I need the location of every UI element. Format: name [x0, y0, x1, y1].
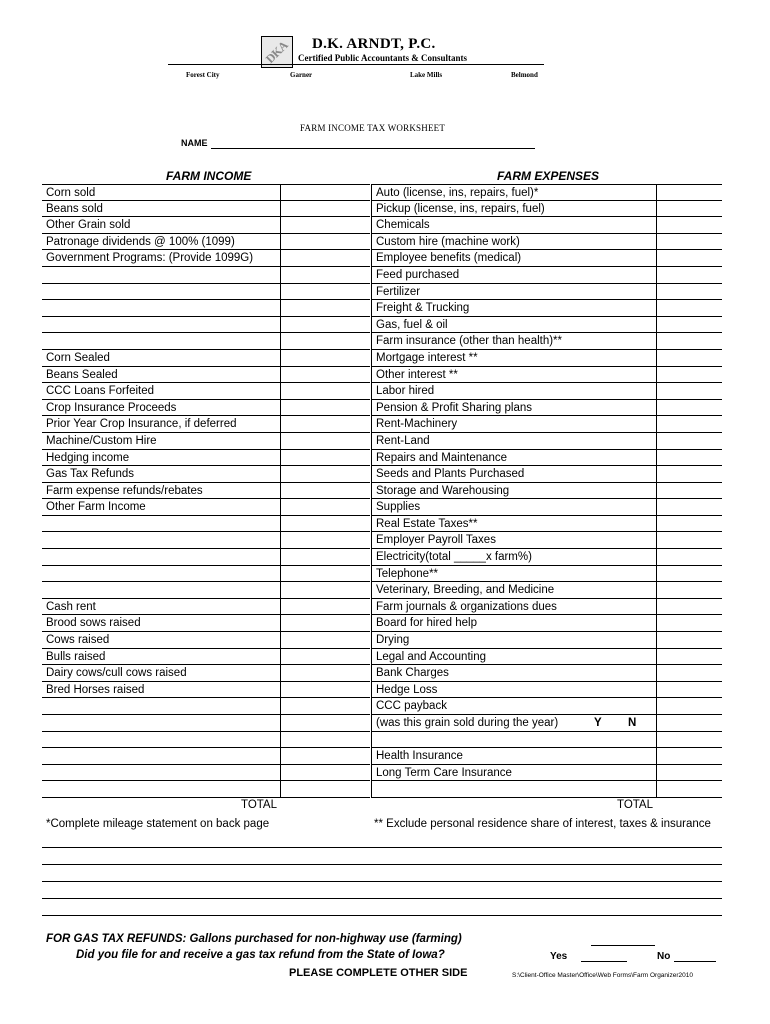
expense-row	[371, 201, 722, 218]
expense-row	[371, 499, 722, 516]
amount-cell[interactable]	[656, 383, 724, 400]
amount-cell[interactable]	[280, 566, 371, 583]
income-row	[42, 682, 370, 699]
row-label: Drying	[376, 634, 410, 647]
income-row	[42, 566, 370, 583]
total-row	[42, 781, 370, 798]
row-label: Employee benefits (medical)	[376, 252, 522, 265]
amount-cell[interactable]	[280, 765, 371, 782]
amount-cell[interactable]	[656, 367, 724, 384]
row-label: Dairy cows/cull cows raised	[46, 667, 187, 680]
amount-cell[interactable]	[656, 532, 724, 549]
expense-row	[371, 333, 722, 350]
amount-cell[interactable]	[656, 615, 724, 632]
amount-cell[interactable]	[656, 649, 724, 666]
row-label: Rent-Machinery	[376, 418, 458, 431]
row-label: Bred Horses raised	[46, 683, 145, 696]
amount-cell[interactable]	[280, 698, 371, 715]
row-label: Board for hired help	[376, 617, 478, 630]
row-label: Other Farm Income	[46, 501, 146, 514]
amount-cell[interactable]	[280, 250, 371, 267]
amount-cell[interactable]	[280, 201, 371, 218]
expense-row	[371, 698, 722, 715]
expense-row	[371, 367, 722, 384]
row-label: Beans sold	[46, 202, 103, 215]
amount-cell[interactable]	[280, 599, 371, 616]
note-line[interactable]	[42, 848, 722, 865]
row-label: Mortgage interest **	[376, 351, 478, 364]
amount-cell[interactable]	[656, 350, 724, 367]
row-label: Patronage dividends @ 100% (1099)	[46, 235, 235, 248]
income-row	[42, 615, 370, 632]
row-label: Pension & Profit Sharing plans	[376, 401, 532, 414]
row-label: Electricity(total _____x farm%)	[376, 551, 532, 564]
amount-cell[interactable]	[656, 698, 724, 715]
amount-cell[interactable]	[280, 416, 371, 433]
form-title: FARM INCOME TAX WORKSHEET	[300, 123, 446, 133]
row-label: CCC Loans Forfeited	[46, 385, 155, 398]
location-forest-city: Forest City	[186, 71, 220, 79]
amount-cell[interactable]	[656, 267, 724, 284]
row-label: Pickup (license, ins, repairs, fuel)	[376, 202, 545, 215]
row-label: Labor hired	[376, 385, 435, 398]
expense-row	[371, 632, 722, 649]
farm-income-heading: FARM INCOME	[166, 169, 252, 183]
name-label: NAME	[181, 138, 208, 148]
income-row	[42, 333, 370, 350]
row-label: Prior Year Crop Insurance, if deferred	[46, 418, 237, 431]
note-line[interactable]	[42, 831, 722, 848]
expense-row	[371, 765, 722, 782]
gas-refund-no-field[interactable]	[674, 961, 716, 962]
income-row	[42, 499, 370, 516]
row-label: Rent-Land	[376, 434, 430, 447]
row-label: Corn sold	[46, 187, 96, 199]
income-row	[42, 532, 370, 549]
row-label: Auto (license, ins, repairs, fuel)*	[376, 187, 539, 199]
income-row	[42, 732, 370, 749]
amount-cell[interactable]	[656, 333, 724, 350]
expense-row	[371, 732, 722, 749]
row-label: Seeds and Plants Purchased	[376, 468, 525, 481]
row-label: Legal and Accounting	[376, 650, 486, 663]
expense-row	[371, 516, 722, 533]
amount-cell[interactable]	[656, 234, 724, 251]
amount-cell[interactable]	[280, 549, 371, 566]
expense-row	[371, 748, 722, 765]
amount-cell[interactable]	[280, 582, 371, 599]
gas-tax-question-2: Did you file for and receive a gas tax refund from the State of Iowa?	[76, 949, 445, 961]
income-row	[42, 350, 370, 367]
row-label: Chemicals	[376, 219, 430, 232]
amount-cell[interactable]	[280, 317, 371, 334]
income-row	[42, 665, 370, 682]
row-label: Employer Payroll Taxes	[376, 534, 496, 547]
amount-cell[interactable]	[656, 250, 724, 267]
total-amount-cell[interactable]	[280, 781, 371, 798]
row-label: Other Grain sold	[46, 219, 131, 232]
expense-row	[371, 383, 722, 400]
expense-row	[371, 615, 722, 632]
amount-cell[interactable]	[656, 300, 724, 317]
expense-total-label: TOTAL	[617, 799, 653, 811]
amount-cell[interactable]	[656, 284, 724, 301]
amount-cell[interactable]	[656, 450, 724, 467]
row-label: Supplies	[376, 501, 421, 514]
income-row	[42, 217, 370, 234]
row-label: Real Estate Taxes**	[376, 517, 478, 530]
amount-cell[interactable]	[656, 433, 724, 450]
income-row	[42, 698, 370, 715]
income-row	[42, 284, 370, 301]
amount-cell[interactable]	[656, 765, 724, 782]
expense-row	[371, 466, 722, 483]
expense-row	[371, 549, 722, 566]
expense-row	[371, 715, 722, 732]
income-row	[42, 516, 370, 533]
amount-cell[interactable]	[280, 350, 371, 367]
expense-row	[371, 599, 722, 616]
row-label: Gas, fuel & oil	[376, 318, 448, 331]
expense-row	[371, 317, 722, 334]
income-row	[42, 582, 370, 599]
gas-refund-yes-field[interactable]	[581, 961, 627, 962]
income-row	[42, 267, 370, 284]
amount-cell[interactable]	[656, 483, 724, 500]
amount-cell[interactable]	[656, 582, 724, 599]
amount-cell[interactable]	[656, 748, 724, 765]
amount-cell[interactable]	[280, 333, 371, 350]
expense-row	[371, 416, 722, 433]
name-field[interactable]	[211, 148, 535, 149]
amount-cell[interactable]	[656, 549, 724, 566]
note-line[interactable]	[42, 899, 722, 916]
amount-cell[interactable]	[280, 234, 371, 251]
complete-other-side-note: PLEASE COMPLETE OTHER SIDE	[289, 967, 468, 979]
row-label: CCC payback	[376, 700, 447, 713]
row-label: Beans Sealed	[46, 368, 118, 381]
row-label: Government Programs: (Provide 1099G)	[46, 252, 254, 265]
amount-cell[interactable]	[280, 615, 371, 632]
expense-row	[371, 682, 722, 699]
expense-row	[371, 582, 722, 599]
income-row	[42, 416, 370, 433]
amount-cell[interactable]	[280, 483, 371, 500]
expense-footnote: ** Exclude personal residence share of interest, taxes & insurance	[374, 818, 711, 830]
ccc-yes-option[interactable]: Y	[594, 717, 602, 729]
row-label: Gas Tax Refunds	[46, 468, 135, 481]
amount-cell[interactable]	[280, 300, 371, 317]
row-label: Corn Sealed	[46, 351, 110, 364]
firm-name: D.K. ARNDT, P.C.	[312, 36, 436, 52]
amount-cell[interactable]	[656, 466, 724, 483]
header-divider	[168, 64, 544, 65]
expense-row	[371, 217, 722, 234]
amount-cell[interactable]	[656, 715, 724, 732]
expense-row	[371, 267, 722, 284]
income-row	[42, 765, 370, 782]
income-footnote: *Complete mileage statement on back page	[46, 818, 270, 830]
total-amount-cell[interactable]	[656, 781, 724, 798]
income-row	[42, 201, 370, 218]
row-label: Farm journals & organizations dues	[376, 600, 557, 613]
amount-cell[interactable]	[656, 317, 724, 334]
expense-row	[371, 665, 722, 682]
income-row	[42, 549, 370, 566]
income-row	[42, 748, 370, 765]
row-label: Custom hire (machine work)	[376, 235, 520, 248]
income-row	[42, 433, 370, 450]
expense-row	[371, 400, 722, 417]
income-row	[42, 483, 370, 500]
farm-expenses-heading: FARM EXPENSES	[497, 169, 600, 183]
income-row	[42, 715, 370, 732]
expense-row	[371, 300, 722, 317]
amount-cell[interactable]	[656, 516, 724, 533]
note-line[interactable]	[42, 882, 722, 899]
amount-cell[interactable]	[280, 715, 371, 732]
total-row	[371, 781, 722, 798]
location-belmond: Belmond	[511, 71, 538, 79]
amount-cell[interactable]	[280, 632, 371, 649]
amount-cell[interactable]	[280, 217, 371, 234]
income-row	[42, 599, 370, 616]
income-row	[42, 383, 370, 400]
amount-cell[interactable]	[280, 185, 371, 201]
location-lake-mills: Lake Mills	[410, 71, 443, 79]
row-label: (was this grain sold during the year)	[376, 717, 559, 729]
firm-subtitle: Certified Public Accountants & Consultants	[298, 53, 468, 63]
row-label: Machine/Custom Hire	[46, 434, 157, 447]
income-row	[42, 632, 370, 649]
amount-cell[interactable]	[280, 499, 371, 516]
amount-cell[interactable]	[280, 748, 371, 765]
row-label: Other interest **	[376, 368, 458, 381]
amount-cell[interactable]	[280, 267, 371, 284]
amount-cell[interactable]	[656, 201, 724, 218]
income-row	[42, 400, 370, 417]
logo-text: DKA	[262, 38, 291, 67]
income-row	[42, 367, 370, 384]
row-label: Fertilizer	[376, 285, 421, 298]
row-label: Freight & Trucking	[376, 302, 470, 315]
amount-cell[interactable]	[280, 732, 371, 749]
gas-refund-no-label: No	[657, 951, 671, 962]
amount-cell[interactable]	[280, 665, 371, 682]
amount-cell[interactable]	[280, 649, 371, 666]
expense-row	[371, 566, 722, 583]
amount-cell[interactable]	[280, 383, 371, 400]
row-label: Farm expense refunds/rebates	[46, 484, 203, 497]
amount-cell[interactable]	[656, 566, 724, 583]
amount-cell[interactable]	[656, 632, 724, 649]
expense-row	[371, 649, 722, 666]
amount-cell[interactable]	[656, 599, 724, 616]
income-row	[42, 234, 370, 251]
income-row	[42, 450, 370, 467]
amount-cell[interactable]	[656, 682, 724, 699]
row-label: Long Term Care Insurance	[376, 766, 512, 779]
amount-cell[interactable]	[280, 466, 371, 483]
amount-cell[interactable]	[656, 499, 724, 516]
income-row	[42, 466, 370, 483]
amount-cell[interactable]	[656, 732, 724, 749]
amount-cell[interactable]	[280, 682, 371, 699]
amount-cell[interactable]	[280, 433, 371, 450]
amount-cell[interactable]	[280, 450, 371, 467]
row-label: Bank Charges	[376, 667, 449, 680]
row-label: Bulls raised	[46, 650, 106, 663]
gas-refund-yes-label: Yes	[550, 951, 568, 962]
income-total-label: TOTAL	[241, 799, 277, 811]
amount-cell[interactable]	[656, 185, 724, 201]
expense-row	[371, 483, 722, 500]
row-label: Crop Insurance Proceeds	[46, 401, 177, 414]
row-label: Health Insurance	[376, 750, 463, 763]
row-label: Farm insurance (other than health)**	[376, 335, 563, 348]
expense-row	[371, 184, 722, 201]
expense-row	[371, 234, 722, 251]
row-label: Cash rent	[46, 600, 96, 613]
notes-lines	[42, 831, 722, 916]
income-row	[42, 184, 370, 201]
amount-cell[interactable]	[280, 400, 371, 417]
amount-cell[interactable]	[656, 416, 724, 433]
amount-cell[interactable]	[280, 516, 371, 533]
amount-cell[interactable]	[656, 665, 724, 682]
amount-cell[interactable]	[280, 284, 371, 301]
amount-cell[interactable]	[280, 532, 371, 549]
income-row	[42, 300, 370, 317]
row-label: Telephone**	[376, 567, 439, 580]
expense-row	[371, 450, 722, 467]
file-path: S:\Client-Office Master\Office\Web Forms\Farm Organizer2010	[512, 972, 693, 979]
income-row	[42, 250, 370, 267]
expense-row	[371, 532, 722, 549]
income-row	[42, 649, 370, 666]
amount-cell[interactable]	[280, 367, 371, 384]
farm-income-table	[42, 184, 370, 798]
income-row	[42, 317, 370, 334]
row-label: Cows raised	[46, 634, 110, 647]
row-label: Veterinary, Breeding, and Medicine	[376, 584, 555, 597]
amount-cell[interactable]	[656, 217, 724, 234]
expense-row	[371, 250, 722, 267]
ccc-no-option[interactable]: N	[628, 717, 637, 729]
location-garner: Garner	[290, 71, 313, 79]
row-label: Storage and Warehousing	[376, 484, 510, 497]
note-line[interactable]	[42, 865, 722, 882]
expense-row	[371, 284, 722, 301]
row-label: Hedge Loss	[376, 683, 438, 696]
row-label: Hedging income	[46, 451, 130, 464]
row-label: Feed purchased	[376, 268, 460, 281]
gas-tax-question-1: FOR GAS TAX REFUNDS: Gallons purchased for non-highway use (farming)	[46, 933, 462, 945]
expense-row	[371, 433, 722, 450]
expense-row	[371, 350, 722, 367]
farm-expenses-table	[371, 184, 722, 798]
gallons-field[interactable]	[591, 945, 655, 946]
row-label: Brood sows raised	[46, 617, 141, 630]
row-label: Repairs and Maintenance	[376, 451, 508, 464]
amount-cell[interactable]	[656, 400, 724, 417]
